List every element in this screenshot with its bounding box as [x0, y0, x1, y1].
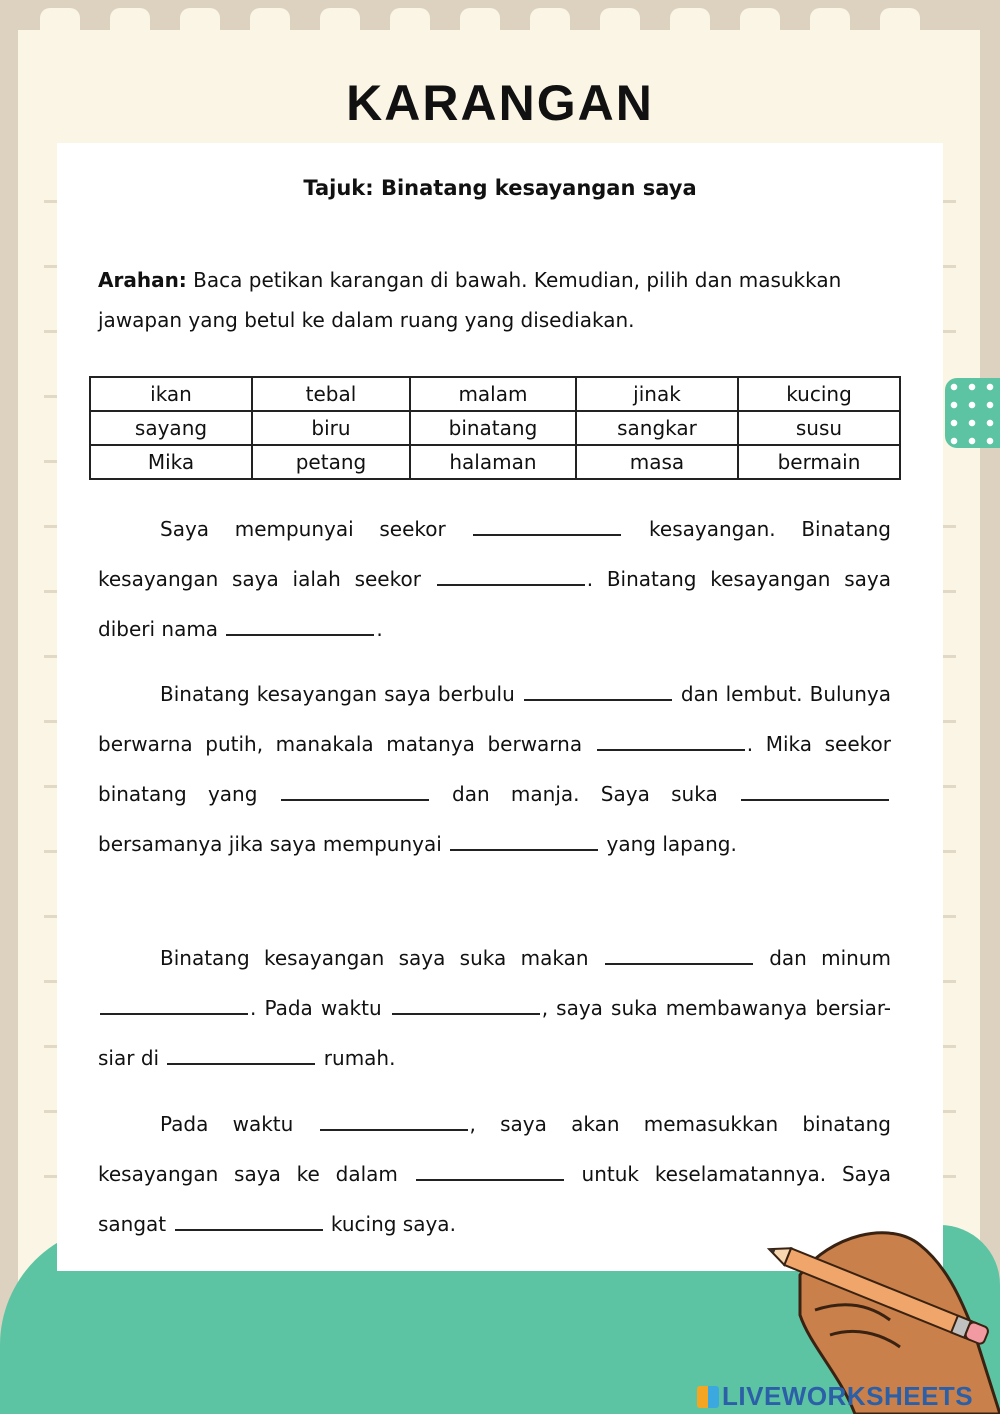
- word-bank-row: [90, 377, 900, 411]
- text-segment: yang lapang.: [606, 832, 737, 856]
- text-segment: kucing saya.: [330, 1212, 456, 1236]
- word-bank-cell: malam: [410, 377, 576, 411]
- answer-blank[interactable]: [524, 677, 672, 701]
- answer-blank[interactable]: [473, 512, 621, 536]
- word-bank-cell: halaman: [410, 445, 576, 479]
- answer-blank[interactable]: [416, 1157, 564, 1181]
- text-segment: dan minum: [769, 946, 892, 970]
- answer-blank[interactable]: [320, 1107, 468, 1131]
- text-segment: .: [376, 617, 383, 641]
- word-bank-cell: kucing: [738, 377, 900, 411]
- answer-blank[interactable]: [597, 727, 745, 751]
- word-bank-cell: masa: [576, 445, 738, 479]
- watermark-text: LIVEWORKSHEETS: [722, 1381, 974, 1411]
- word-bank-cell: binatang: [410, 411, 576, 445]
- word-bank-cell: ikan: [90, 377, 252, 411]
- instruction-text: Baca petikan karangan di bawah. Kemudian, pilih dan masukkan jawapan yang betul ke dalam ruang yang disediakan.: [98, 268, 842, 332]
- liveworksheets-logo-icon: [697, 1386, 719, 1408]
- word-bank-cell: bermain: [738, 445, 900, 479]
- text-segment: . Mika seekor binatang yang: [98, 732, 891, 806]
- instruction-label: Arahan:: [98, 268, 187, 292]
- word-bank-cell: tebal: [252, 377, 410, 411]
- dotted-decoration: [945, 378, 1000, 448]
- text-segment: dan manja. Saya suka: [452, 782, 718, 806]
- answer-blank[interactable]: [392, 991, 540, 1015]
- word-bank-row: [90, 411, 900, 445]
- text-segment: , saya akan memasukkan binatang kesayangan saya ke dalam: [98, 1112, 891, 1186]
- word-bank-cell: Mika: [90, 445, 252, 479]
- paragraph-3: [98, 933, 891, 1083]
- worksheet-subtitle: Tajuk: Binatang kesayangan saya: [303, 176, 697, 200]
- text-segment: Pada waktu: [160, 1112, 294, 1136]
- word-bank-row: [90, 445, 900, 479]
- text-segment: Binatang kesayangan saya suka makan: [160, 946, 589, 970]
- text-segment: . Pada waktu: [250, 996, 382, 1020]
- answer-blank[interactable]: [226, 612, 374, 636]
- word-bank-cell: sangkar: [576, 411, 738, 445]
- text-segment: rumah.: [323, 1046, 396, 1070]
- paragraph-1: [98, 504, 891, 654]
- word-bank-cell: sayang: [90, 411, 252, 445]
- instruction: [98, 260, 898, 340]
- answer-blank[interactable]: [437, 562, 585, 586]
- text-segment: Saya mempunyai seekor: [160, 517, 446, 541]
- notebook-binding-tabs: [18, 0, 980, 60]
- text-segment: bersamanya jika saya mempunyai: [98, 832, 442, 856]
- answer-blank[interactable]: [167, 1041, 315, 1065]
- text-segment: kesayangan. Binatang kesayangan saya ialah seekor: [98, 517, 891, 591]
- paragraph-2: [98, 669, 891, 869]
- word-bank-table: [89, 376, 901, 480]
- text-segment: untuk keselamatannya. Saya sangat: [98, 1162, 892, 1236]
- text-segment: dan lembut. Bulunya berwarna putih, manakala matanya berwarna: [98, 682, 891, 756]
- word-bank-cell: susu: [738, 411, 900, 445]
- word-bank-cell: biru: [252, 411, 410, 445]
- liveworksheets-watermark: [697, 1381, 973, 1412]
- answer-blank[interactable]: [605, 941, 753, 965]
- page-title: KARANGAN: [346, 75, 654, 131]
- word-bank-cell: petang: [252, 445, 410, 479]
- answer-blank[interactable]: [281, 777, 429, 801]
- answer-blank[interactable]: [741, 777, 889, 801]
- answer-blank[interactable]: [100, 991, 248, 1015]
- text-segment: Binatang kesayangan saya berbulu: [160, 682, 515, 706]
- word-bank-cell: jinak: [576, 377, 738, 411]
- answer-blank[interactable]: [450, 827, 598, 851]
- answer-blank[interactable]: [175, 1207, 323, 1231]
- text-segment: , saya suka membawanya bersiar-siar di: [98, 996, 892, 1070]
- text-segment: . Binatang kesayangan saya diberi nama: [98, 567, 892, 641]
